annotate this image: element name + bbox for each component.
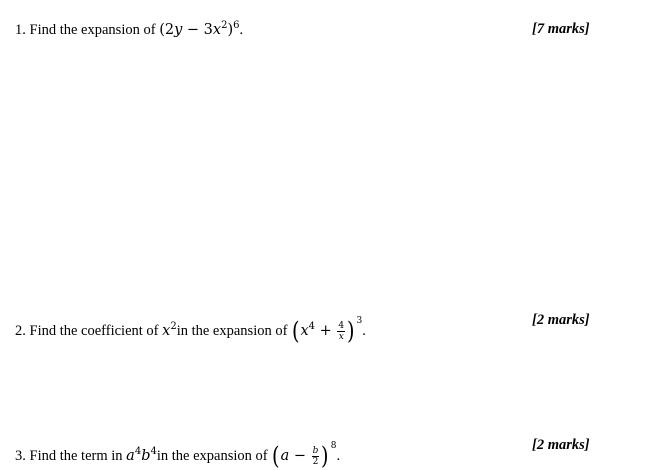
question-text: Find the term in [29, 448, 123, 464]
math-expression: $(2y - 3x^2)^6$ [159, 20, 240, 38]
question-text: Find the coefficient of [29, 323, 159, 339]
fraction: $\frac{b}{2}$ [312, 445, 319, 467]
math-expression: (a − $\frac{b}{2}$ ) 8 [272, 441, 337, 470]
fraction: $\frac{4}{x}$ [338, 320, 345, 342]
question-1: 1. Find the expansion of $(2y - 3x^2)^6$. [15, 20, 244, 38]
question-text: Find the expansion of [29, 22, 156, 38]
question-2-marks: [2 marks] [532, 312, 590, 328]
term-expression: $a^4b^4$ [126, 446, 157, 464]
term-expression: $x^2$ [162, 321, 177, 339]
math-expression: ($x^4$ + $\frac{4}{x}$ ) 3 [292, 316, 363, 345]
question-1-marks: [7 marks] [532, 21, 590, 37]
question-text-2: in the expansion of [156, 448, 268, 464]
question-number: 1. [15, 22, 26, 38]
question-3-marks: [2 marks] [532, 437, 590, 453]
question-number: 2. [15, 323, 26, 339]
question-text-2: in the expansion of [176, 323, 288, 339]
question-2: 2. Find the coefficient of $x^2in$ the expansion of ($x^4$ + $\frac{4}{x}$ ) 3. [15, 316, 366, 345]
question-3: 3. Find the term in $a^4b^4in$ the expansion of (a − $\frac{b}{2}$ ) 8. [15, 441, 341, 470]
question-number: 3. [15, 448, 26, 464]
